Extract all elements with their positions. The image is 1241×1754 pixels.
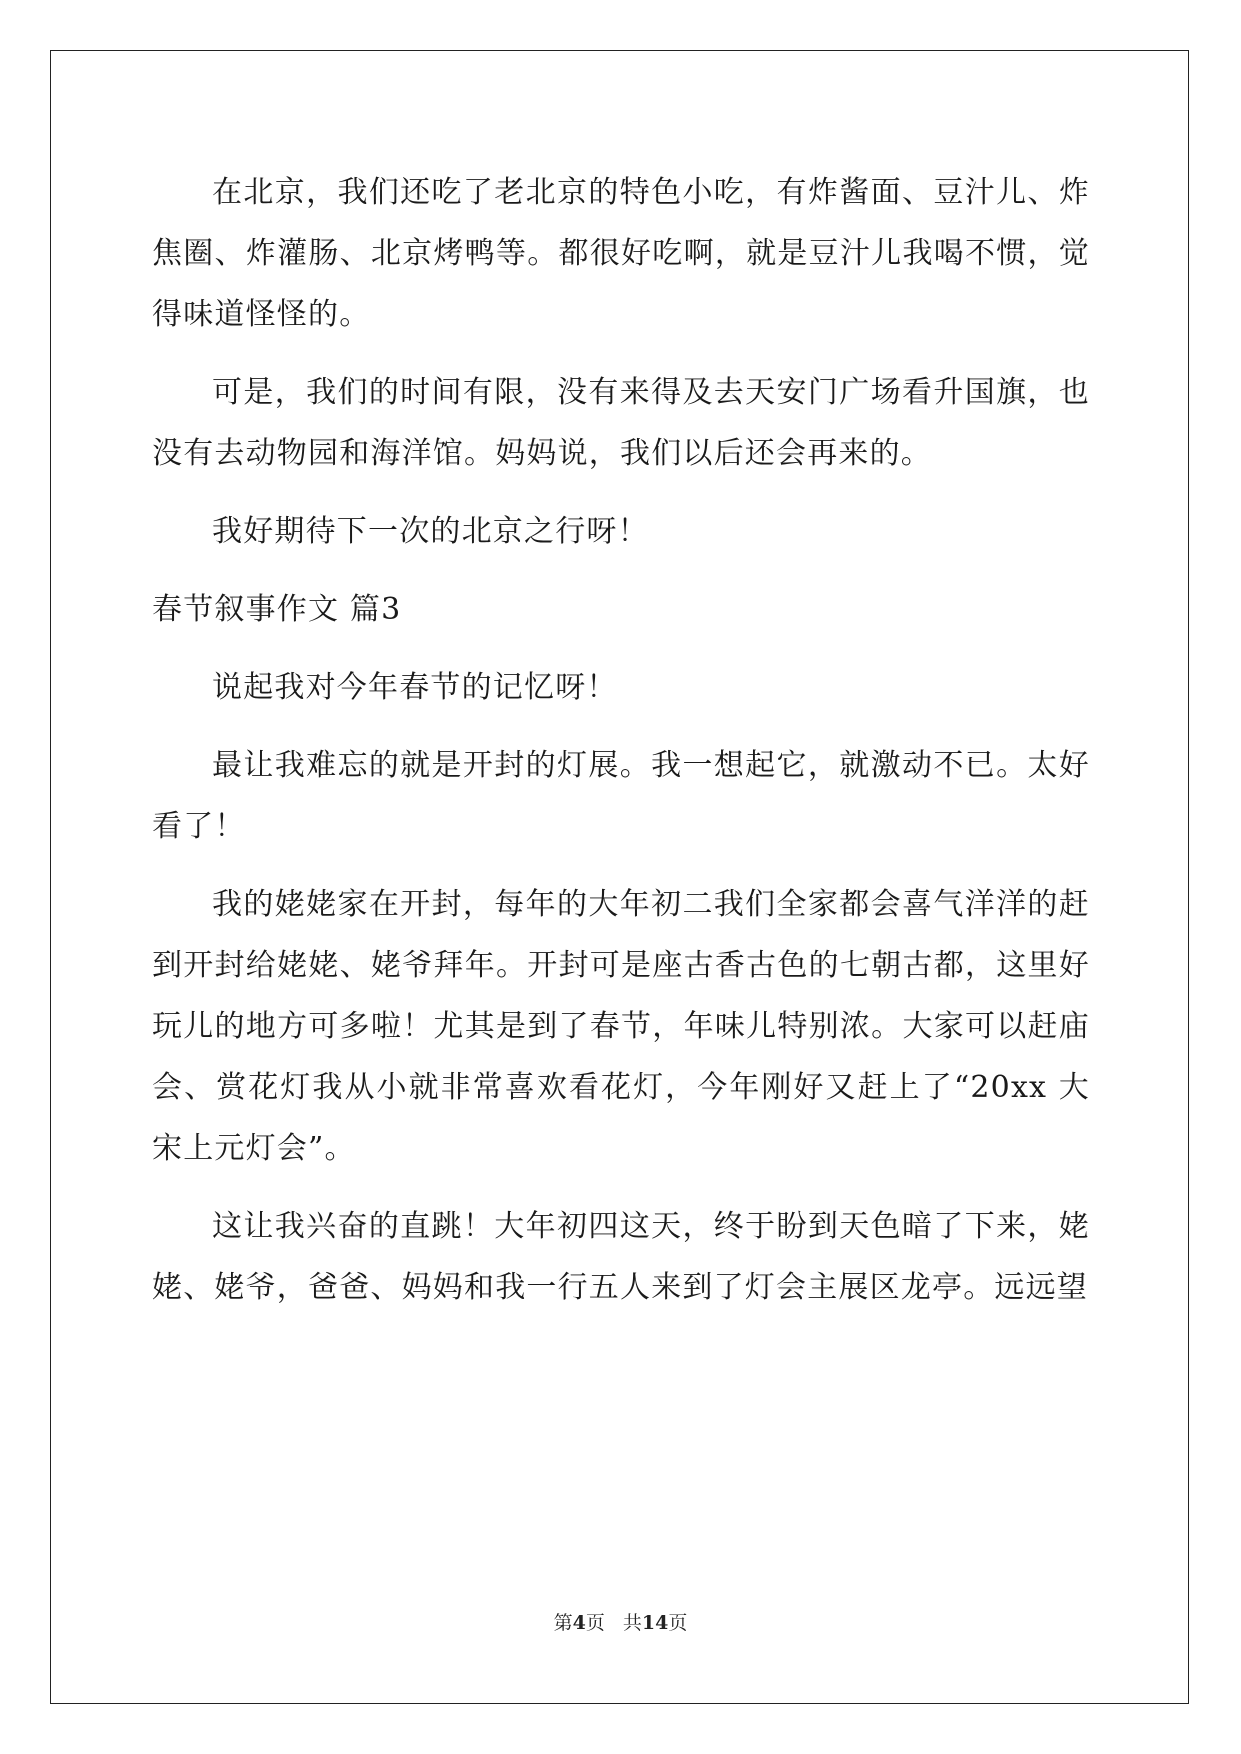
section-heading: 春节叙事作文 篇3 (152, 592, 402, 627)
page-prefix: 第 (553, 1612, 573, 1634)
total-unit: 页 (668, 1612, 688, 1634)
paragraph: 我好期待下一次的北京之行呀！ (212, 514, 649, 549)
paragraph: 在北京，我们还吃了老北京的特色小吃，有炸酱面、豆汁儿、炸焦圈、炸灌肠、北京烤鸭等。都很好吃啊，就是豆汁儿我喝不惯，觉得味道怪怪的。 (152, 175, 1090, 332)
paragraph: 说起我对今年春节的记忆呀！ (212, 670, 618, 705)
paragraph: 最让我难忘的就是开封的灯展。我一想起它，就激动不已。太好看了！ (152, 748, 1090, 844)
total-prefix: 共 (622, 1612, 642, 1634)
page-total: 14 (641, 1612, 669, 1634)
paragraph: 可是，我们的时间有限，没有来得及去天安门广场看升国旗，也没有去动物园和海洋馆。妈妈说，我们以后还会再来的。 (152, 375, 1090, 471)
paragraph: 我的姥姥家在开封，每年的大年初二我们全家都会喜气洋洋的赶到开封给姥姥、姥爷拜年。开封可是座古香古色的七朝古都，这里好玩儿的地方可多啦！尤其是到了春节，年味儿特别浓。大家可以赶庙会、赏花灯我从小就非常喜欢看花灯，今年刚好又赶上了“20xx 大宋上元灯会”。 (152, 887, 1090, 1166)
document-body (152, 162, 1090, 1335)
page-unit: 页 (585, 1612, 605, 1634)
page-current: 4 (572, 1612, 586, 1634)
paragraph: 这让我兴奋的直跳！大年初四这天，终于盼到天色暗了下来，姥姥、姥爷，爸爸、妈妈和我一行五人来到了灯会主展区龙亭。远远望 (152, 1209, 1090, 1305)
page-footer (0, 1608, 1241, 1635)
